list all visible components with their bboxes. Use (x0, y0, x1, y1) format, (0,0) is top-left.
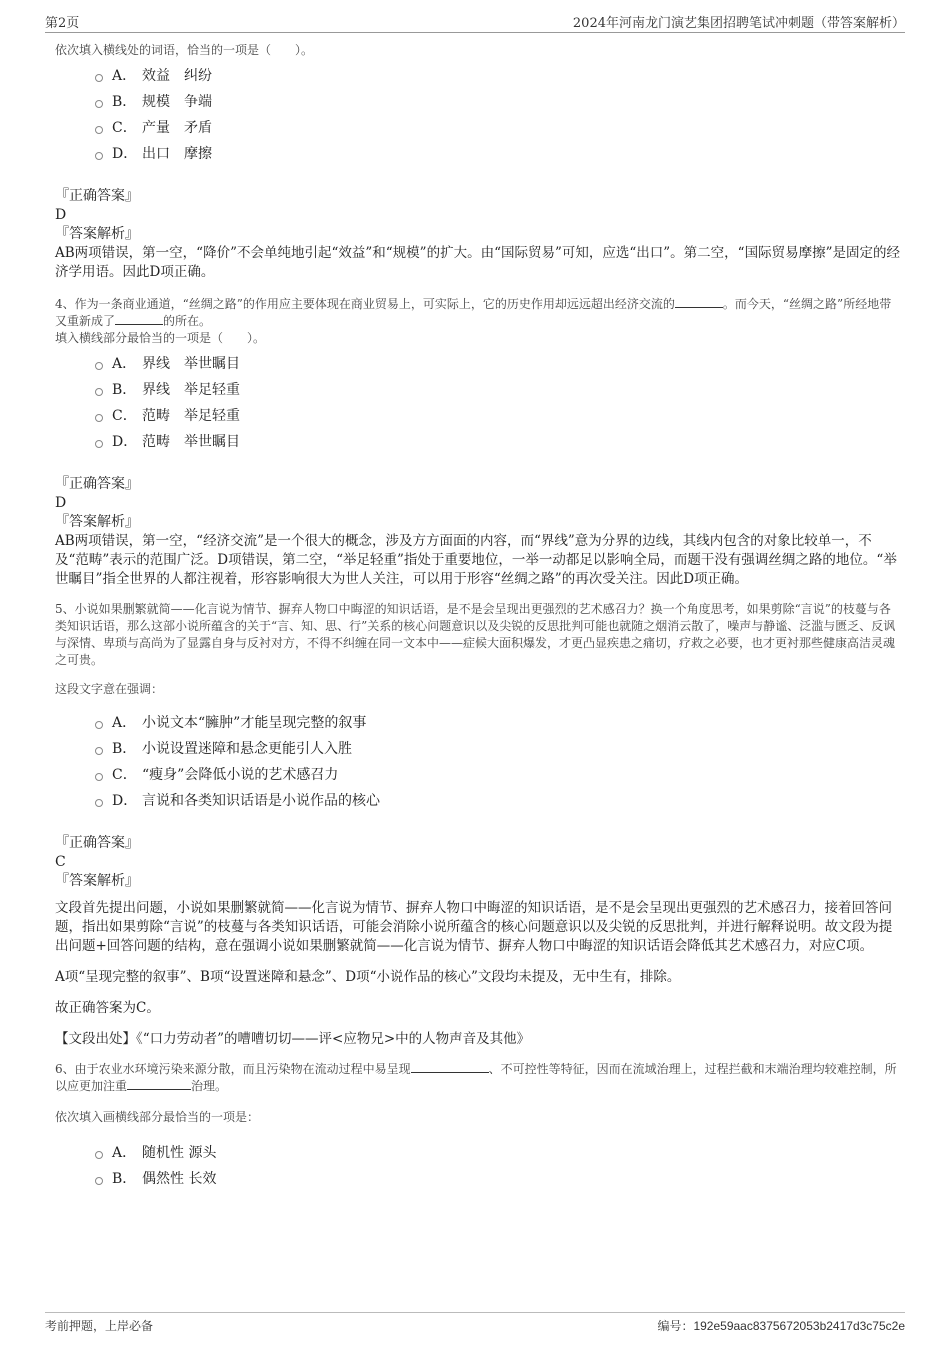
option-b[interactable]: B． 偶然性 长效 (95, 1166, 900, 1192)
option-list (95, 351, 900, 455)
answer-label: 『正确答案』 (55, 835, 139, 851)
option-a[interactable]: A． 效益 纠纷 (95, 63, 900, 89)
source-note (55, 1030, 900, 1049)
option-d[interactable]: D． 出口 摩擦 (95, 141, 900, 167)
source-label: 【文段出处】 (55, 1031, 136, 1047)
option-a[interactable]: A． 小说文本“臃肿”才能呈现完整的叙事 (95, 710, 900, 736)
analysis-label: 『答案解析』 (55, 226, 139, 242)
radio-icon[interactable] (95, 440, 103, 448)
question-3 (55, 42, 900, 282)
analysis-text: AB两项错误，第一空，“经济交流”是一个很大的概念，涉及方方面面的内容，而“界线”意为分界的边线，其线内包含的对象比较单一，不及“范畴”表示的范围广泛。D项错误，第二空，“举足轻重”指处于重要地位，一举一动都足以影响全局，而题干没有强调丝绸之路的地位。“举世瞩目”指全世界的人都注视着，形容影响很大为世人关注，可以用于形容“丝绸之路”的再次受关注。因此D项正确。 (55, 533, 897, 587)
radio-icon[interactable] (95, 414, 103, 422)
question-stem: 6、由于农业水环境污染来源分散，而且污染物在流动过程中易呈现 、不可控性等特征，因而在流域治理上，过程拦截和末端治理均较难控制，所以应更加注重 治理。 (55, 1062, 897, 1093)
answer-label: 『正确答案』 (55, 476, 139, 492)
question-stem: 5、小说如果删繁就简——化言说为情节、摒弃人物口中晦涩的知识话语，是不是会呈现出更强烈的艺术感召力？换一个角度思考，如果剪除“言说”的枝蔓与各类知识话语，那么这部小说所蕴含的关于“言、知、思、行”关系的核心问题意识以及尖锐的反思批判可能也就随之烟消云散了，噪声与静谧、泛滥与匮乏、反讽与深情、卑琐与高尚为了显露自身与反衬对方，不得不纠缠在同一文本中——症候大面积爆发，才更凸显疾患之痛切，疗救之必要，也才更衬那些健康高洁灵魂之可贵。 (55, 602, 896, 667)
radio-icon[interactable] (95, 1151, 103, 1159)
answer-value: D (55, 495, 67, 511)
radio-icon[interactable] (95, 388, 103, 396)
radio-icon[interactable] (95, 799, 103, 807)
page-header (45, 12, 905, 33)
question-prompt: 填入横线部分最恰当的一项是（ ）。 (55, 331, 266, 345)
page-footer (45, 1312, 905, 1336)
fill-blank (675, 307, 723, 308)
option-list (95, 63, 900, 167)
analysis-label: 『答案解析』 (55, 873, 139, 889)
radio-icon[interactable] (95, 747, 103, 755)
question-6 (55, 1061, 900, 1192)
answer-block (55, 187, 900, 282)
radio-icon[interactable] (95, 721, 103, 729)
option-b[interactable]: B． 规模 争端 (95, 89, 900, 115)
option-d[interactable]: D． 范畴 举世瞩目 (95, 429, 900, 455)
option-list (95, 1140, 900, 1192)
document-title: 2024年河南龙门演艺集团招聘笔试冲刺题（带答案解析） (572, 16, 905, 31)
page-number: 第2页 (45, 16, 80, 31)
question-4 (55, 296, 900, 589)
question-prompt: 依次填入横线处的词语，恰当的一项是（ ）。 (55, 43, 314, 57)
option-a[interactable]: A． 界线 举世瞩目 (95, 351, 900, 377)
radio-icon[interactable] (95, 74, 103, 82)
radio-icon[interactable] (95, 773, 103, 781)
footer-slogan: 考前押题，上岸必备 (45, 1319, 154, 1333)
option-b[interactable]: B． 小说设置迷障和悬念更能引人入胜 (95, 736, 900, 762)
option-c[interactable]: C． 范畴 举足轻重 (95, 403, 900, 429)
radio-icon[interactable] (95, 362, 103, 370)
analysis-text: 文段首先提出问题，小说如果删繁就简——化言说为情节、摒弃人物口中晦涩的知识话语，是不是会呈现出更强烈的艺术感召力，接着回答问题，指出如果剪除“言说”的枝蔓与各类知识话语，可能会消除小说所蕴含的核心问题意识以及尖锐的反思批判，并进行解释说明。故文段为提出问题+回答问题的结构，意在强调小说如果删繁就简——化言说为情节、摒弃人物口中晦涩的知识话语会降低其艺术感召力，对应C项。 (55, 900, 893, 954)
option-b[interactable]: B． 界线 举足轻重 (95, 377, 900, 403)
question-prompt: 依次填入画横线部分最恰当的一项是： (55, 1110, 260, 1124)
radio-icon[interactable] (95, 100, 103, 108)
document-code: 编号：192e59aac8375672053b2417d3c75c2e (657, 1319, 905, 1333)
option-list (95, 710, 900, 814)
option-c[interactable]: C． 产量 矛盾 (95, 115, 900, 141)
fill-blank (115, 324, 163, 325)
radio-icon[interactable] (95, 126, 103, 134)
analysis-label: 『答案解析』 (55, 514, 139, 530)
fill-blank (127, 1089, 191, 1090)
answer-value: D (55, 207, 67, 223)
option-d[interactable]: D． 言说和各类知识话语是小说作品的核心 (95, 788, 900, 814)
analysis-text-3: 故正确答案为C。 (55, 1000, 160, 1016)
option-c[interactable]: C． “瘦身”会降低小说的艺术感召力 (95, 762, 900, 788)
answer-block (55, 834, 900, 1049)
question-prompt: 这段文字意在强调： (55, 682, 164, 696)
analysis-text-2: A项“呈现完整的叙事”、B项“设置迷障和悬念”、D项“小说作品的核心”文段均未提及，无中生有，排除。 (55, 969, 681, 985)
radio-icon[interactable] (95, 152, 103, 160)
question-5 (55, 601, 900, 1049)
fill-blank (411, 1072, 489, 1073)
page-content (55, 42, 900, 1192)
question-stem: 4、作为一条商业通道，“丝绸之路”的作用应主要体现在商业贸易上，可实际上，它的历史作用却远远超出经济交流的 。而今天，“丝绸之路”所经地带又重新成了 的所在。 (55, 297, 892, 328)
radio-icon[interactable] (95, 1177, 103, 1185)
analysis-text: AB两项错误，第一空，“降价”不会单纯地引起“效益”和“规模”的扩大。由“国际贸易”可知，应选“出口”。第二空，“国际贸易摩擦”是固定的经济学用语。因此D项正确。 (55, 245, 900, 280)
answer-label: 『正确答案』 (55, 188, 139, 204)
answer-value: C (55, 854, 66, 870)
answer-block (55, 475, 900, 589)
option-a[interactable]: A． 随机性 源头 (95, 1140, 900, 1166)
source-title: 《“口力劳动者”的嘈嘈切切——评<应物兄>中的人物声音及其他》 (136, 1031, 531, 1047)
